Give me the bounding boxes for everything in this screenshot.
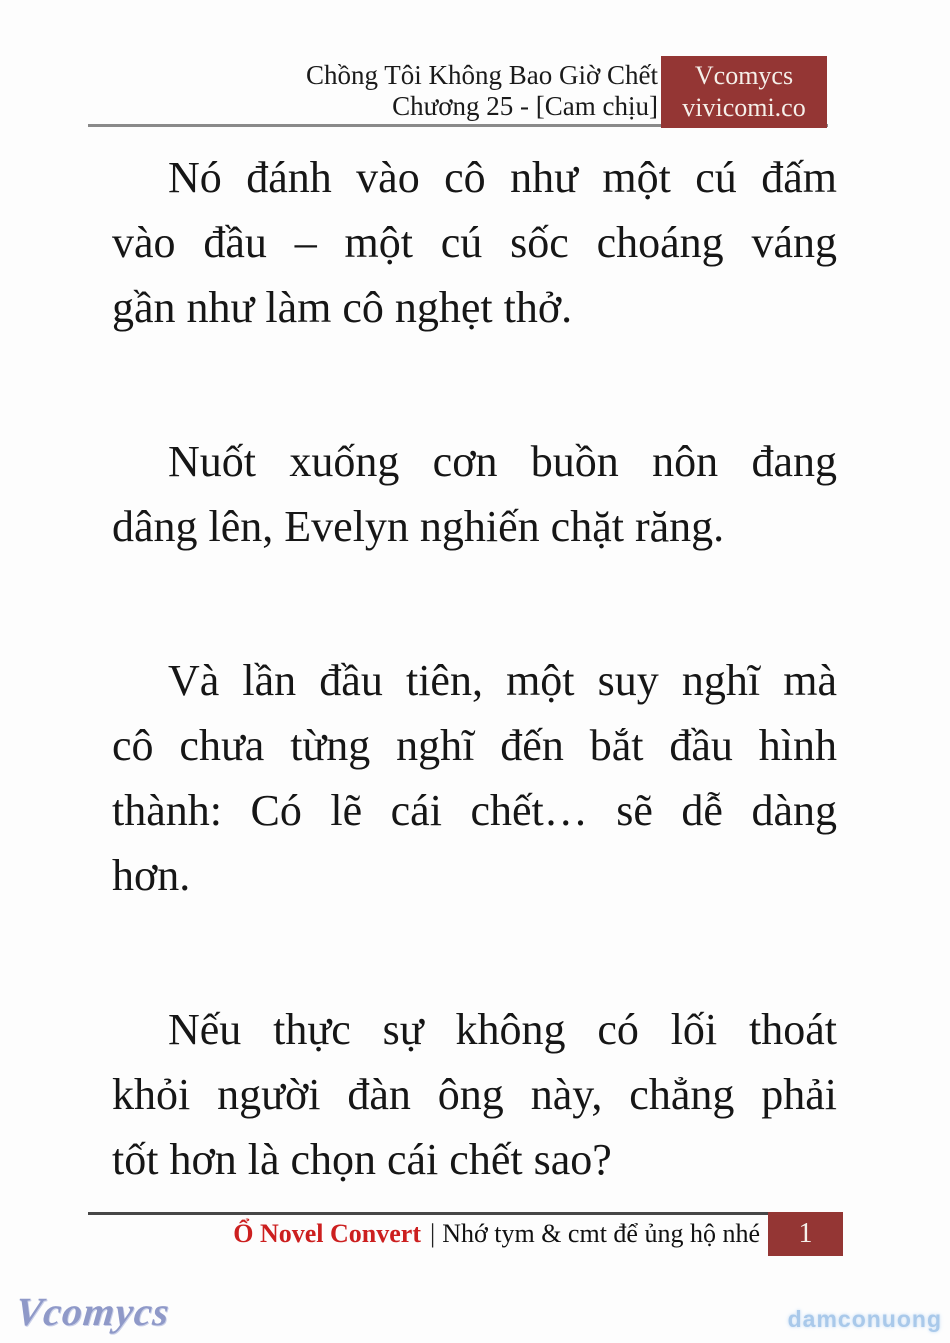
page-number: 1 bbox=[798, 1218, 813, 1249]
brand-site: vivicomi.co bbox=[682, 93, 806, 122]
vcomycs-logo-watermark: Vcomycs bbox=[13, 1289, 172, 1334]
chapter-title: Chương 25 - [Cam chịu] bbox=[392, 91, 658, 121]
footer-credit-line bbox=[88, 1217, 760, 1251]
footer-note: Nhớ tym & cmt để ủng hộ nhé bbox=[442, 1219, 760, 1248]
damconuong-watermark: damconuong bbox=[787, 1306, 942, 1332]
footer-credit: Ổ Novel Convert bbox=[233, 1219, 422, 1248]
paragraph bbox=[112, 997, 837, 1192]
book-title: Chồng Tôi Không Bao Giờ Chết bbox=[305, 60, 658, 90]
footer-divider bbox=[88, 1212, 768, 1215]
brand-name: Vcomycs bbox=[694, 61, 794, 90]
paragraph bbox=[112, 145, 837, 340]
text-line: Và lần đầu tiên, một suy nghĩ mà bbox=[168, 656, 837, 705]
footer-separator: | bbox=[430, 1219, 436, 1248]
text-line: khỏi người đàn ông này, chẳng phải bbox=[112, 1070, 837, 1119]
chapter-header bbox=[100, 60, 658, 122]
paragraph bbox=[112, 648, 837, 908]
page-number-badge bbox=[768, 1212, 843, 1256]
text-line: cô chưa từng nghĩ đến bắt đầu hình bbox=[112, 721, 837, 770]
body-text bbox=[112, 145, 837, 1192]
text-line: tốt hơn là chọn cái chết sao? bbox=[112, 1135, 612, 1184]
text-line: gần như làm cô nghẹt thở. bbox=[112, 283, 573, 332]
text-line: thành: Có lẽ cái chết… sẽ dễ dàng bbox=[112, 786, 837, 835]
text-line: vào đầu – một cú sốc choáng váng bbox=[112, 218, 837, 267]
text-line: Nếu thực sự không có lối thoát bbox=[168, 1005, 837, 1054]
paragraph bbox=[112, 429, 837, 559]
text-line: hơn. bbox=[112, 851, 191, 900]
text-line: dâng lên, Evelyn nghiến chặt răng. bbox=[112, 502, 725, 551]
brand-badge bbox=[661, 56, 827, 128]
text-line: Nó đánh vào cô như một cú đấm bbox=[168, 153, 837, 202]
text-line: Nuốt xuống cơn buồn nôn đang bbox=[168, 437, 837, 486]
